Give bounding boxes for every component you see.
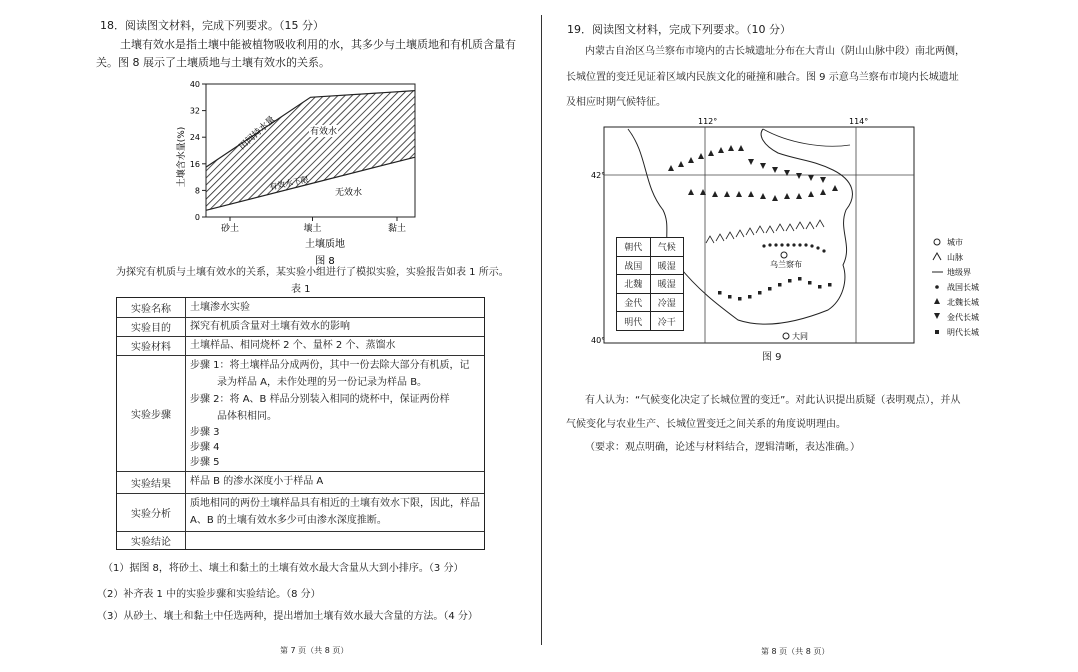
beiwei-great-wall — [668, 145, 744, 171]
table-header-cell: 实验分析 — [117, 493, 186, 531]
chart-annotation: 有效水下限 — [268, 174, 310, 192]
legend-jin-icon — [934, 313, 940, 319]
experiment-table — [116, 297, 485, 550]
q19-title: 19．阅读图文材料，完成下列要求。（10 分） — [567, 23, 791, 36]
legend-mountain-icon — [933, 253, 941, 260]
figure-8-chart — [170, 72, 440, 272]
discussion-line-2: 气候变化与农业生产、长城位置变迁之间关系的角度说明理由。 — [566, 419, 846, 430]
legend-item: 战国长城 — [947, 283, 979, 292]
table-row — [117, 298, 484, 318]
climate-cell: 暖湿 — [650, 256, 684, 275]
legend-city-icon — [934, 239, 940, 245]
beiwei-great-wall — [688, 185, 838, 201]
table-row — [117, 336, 484, 356]
legend-warring-states-icon — [935, 285, 939, 289]
y-tick-label: 8 — [194, 186, 200, 196]
warring-states-great-wall — [762, 243, 825, 252]
table-row — [117, 355, 484, 472]
chart-title: 图 8 — [315, 256, 335, 267]
step-2-text-cont: 品体积相同。 — [217, 411, 277, 422]
chart-x-label: 土壤质地 — [305, 239, 345, 250]
chart-y-label: 土壤含水量(%) — [177, 126, 187, 188]
q18-text-line-2: 关。图 8 展示了土壤质地与土壤有效水的关系。 — [96, 56, 330, 69]
climate-header: 气候 — [650, 238, 684, 257]
x-tick-label: 壤土 — [303, 224, 322, 234]
experiment-intro: 为探究有机质与土壤有效水的关系，某实验小组进行了模拟实验，实验报告如表 1 所示。 — [116, 267, 509, 278]
step-3-text: 步骤 3 — [190, 427, 220, 438]
legend-beiwei-icon — [934, 298, 940, 304]
q18-title: 18．阅读图文材料，完成下列要求。（15 分） — [100, 19, 324, 32]
climate-table — [616, 237, 684, 331]
table-header-cell: 实验名称 — [117, 298, 186, 317]
legend-item: 山脉 — [947, 253, 963, 262]
mountain-range — [706, 220, 824, 243]
step-4-text: 步骤 4 — [190, 442, 220, 453]
legend-ming-icon — [935, 330, 939, 334]
city-ulanqab-label: 乌兰察布 — [770, 260, 802, 269]
answer-requirement: （要求：观点明确，论述与材料结合，逻辑清晰，表达准确。） — [585, 442, 860, 453]
table-header-cell: 实验目的 — [117, 317, 186, 336]
step-1-text: 步骤 1：将土壤样品分成两份，其中一份去除大部分有机质，记 — [190, 360, 470, 371]
climate-cell: 冷干 — [650, 312, 684, 331]
legend-item: 城市 — [947, 238, 963, 247]
sub-question-1: （1）据图 8，将砂土、壤土和黏土的土壤有效水最大含量从大到小排序。（3 分） — [103, 563, 464, 574]
table-header-cell: 实验结果 — [117, 471, 186, 493]
y-tick-label: 0 — [194, 213, 200, 222]
table-row — [117, 493, 484, 532]
chart-annotation: 无效水 — [335, 188, 363, 198]
table-header-cell: 实验步骤 — [117, 355, 186, 471]
y-tick-label: 24 — [189, 133, 200, 143]
table-value-cell: 样品 B 的渗水深度小于样品 A — [190, 476, 324, 487]
y-tick-label: 32 — [189, 106, 200, 116]
x-tick-label: 黏土 — [387, 224, 407, 234]
step-5-text: 步骤 5 — [190, 457, 220, 468]
climate-header: 朝代 — [617, 238, 651, 257]
city-datong-marker — [783, 333, 789, 339]
table-header-cell: 实验结论 — [117, 531, 186, 549]
dynasty-cell: 北魏 — [617, 275, 651, 294]
q19-text-line-3: 及相应时期气候特征。 — [566, 97, 666, 108]
table-header-cell: 实验材料 — [117, 336, 186, 355]
discussion-line-1: 有人认为：“气候变化决定了长城位置的变迁”。对此认识提出质疑（表明观点），并从 — [585, 395, 961, 406]
step-1-text-cont: 录为样品 A，未作处理的另一份记录为样品 B。 — [217, 377, 428, 388]
y-tick-label: 40 — [189, 80, 200, 89]
lat-label-40: 40° — [591, 336, 606, 345]
page-footer-left: 第 7 页（共 8 页） — [280, 646, 349, 655]
climate-cell: 冷湿 — [650, 293, 684, 312]
effective-water-band — [206, 91, 415, 211]
legend-item: 地级界 — [947, 268, 971, 277]
legend-item: 明代长城 — [947, 328, 979, 337]
city-ulanqab-marker — [781, 252, 787, 258]
lon-label-114: 114° — [849, 117, 869, 126]
lat-label-42: 42° — [591, 171, 606, 180]
table-row — [117, 471, 484, 494]
sub-question-3: （3）从砂土、壤土和黏土中任选两种，提出增加土壤有效水最大含量的方法。（4 分） — [97, 611, 478, 622]
dynasty-cell: 金代 — [617, 293, 651, 312]
step-2-text: 步骤 2：将 A、B 样品分别装入相同的烧杯中，保证两份样 — [190, 394, 450, 405]
table-value-cell: 土壤渗水实验 — [190, 302, 250, 313]
map-legend — [931, 236, 1001, 346]
sub-question-2: （2）补齐表 1 中的实验步骤和实验结论。（8 分） — [97, 589, 321, 600]
dynasty-cell: 明代 — [617, 312, 651, 331]
city-datong-label: 大同 — [792, 332, 808, 341]
table-value-cell: 探究有机质含量对土壤有效水的影响 — [190, 321, 350, 332]
q19-text-line-1: 内蒙古自治区乌兰察布市境内的古长城遗址分布在大青山（阴山山脉中段）南北两侧， — [585, 46, 965, 57]
lon-label-112: 112° — [698, 117, 718, 126]
table-row — [117, 317, 484, 337]
table-row — [117, 531, 484, 549]
climate-cell: 暖湿 — [650, 275, 684, 294]
table-1-title: 表 1 — [291, 284, 311, 295]
legend-item: 北魏长城 — [947, 298, 979, 307]
boundary-line — [763, 129, 850, 146]
ming-great-wall — [718, 277, 832, 301]
analysis-text: 质地相同的两份土壤样品具有相近的土壤有效水下限，因此，样品 — [190, 498, 480, 509]
q18-text-line-1: 土壤有效水是指土壤中能被植物吸收利用的水，其多少与土壤质地和有机质含量有 — [120, 38, 516, 51]
analysis-text-cont: A、B 的土壤有效水多少可由渗水深度推断。 — [190, 515, 387, 526]
y-tick-label: 16 — [189, 159, 200, 169]
page-divider — [541, 15, 542, 645]
chart-annotation: 田间持水量 — [237, 114, 278, 153]
x-tick-label: 砂土 — [220, 224, 240, 234]
chart-annotation: 有效水 — [310, 127, 338, 137]
dynasty-cell: 战国 — [617, 256, 651, 275]
page-footer-right: 第 8 页（共 8 页） — [761, 647, 830, 656]
q19-text-line-2: 长城位置的变迁见证着区域内民族文化的碰撞和融合。图 9 示意乌兰察布市境内长城遗址 — [566, 72, 959, 83]
table-value-cell: 土壤样品、相同烧杯 2 个、量杯 2 个、蒸馏水 — [190, 340, 396, 351]
legend-item: 金代长城 — [947, 313, 979, 322]
figure-9-caption: 图 9 — [762, 352, 782, 363]
